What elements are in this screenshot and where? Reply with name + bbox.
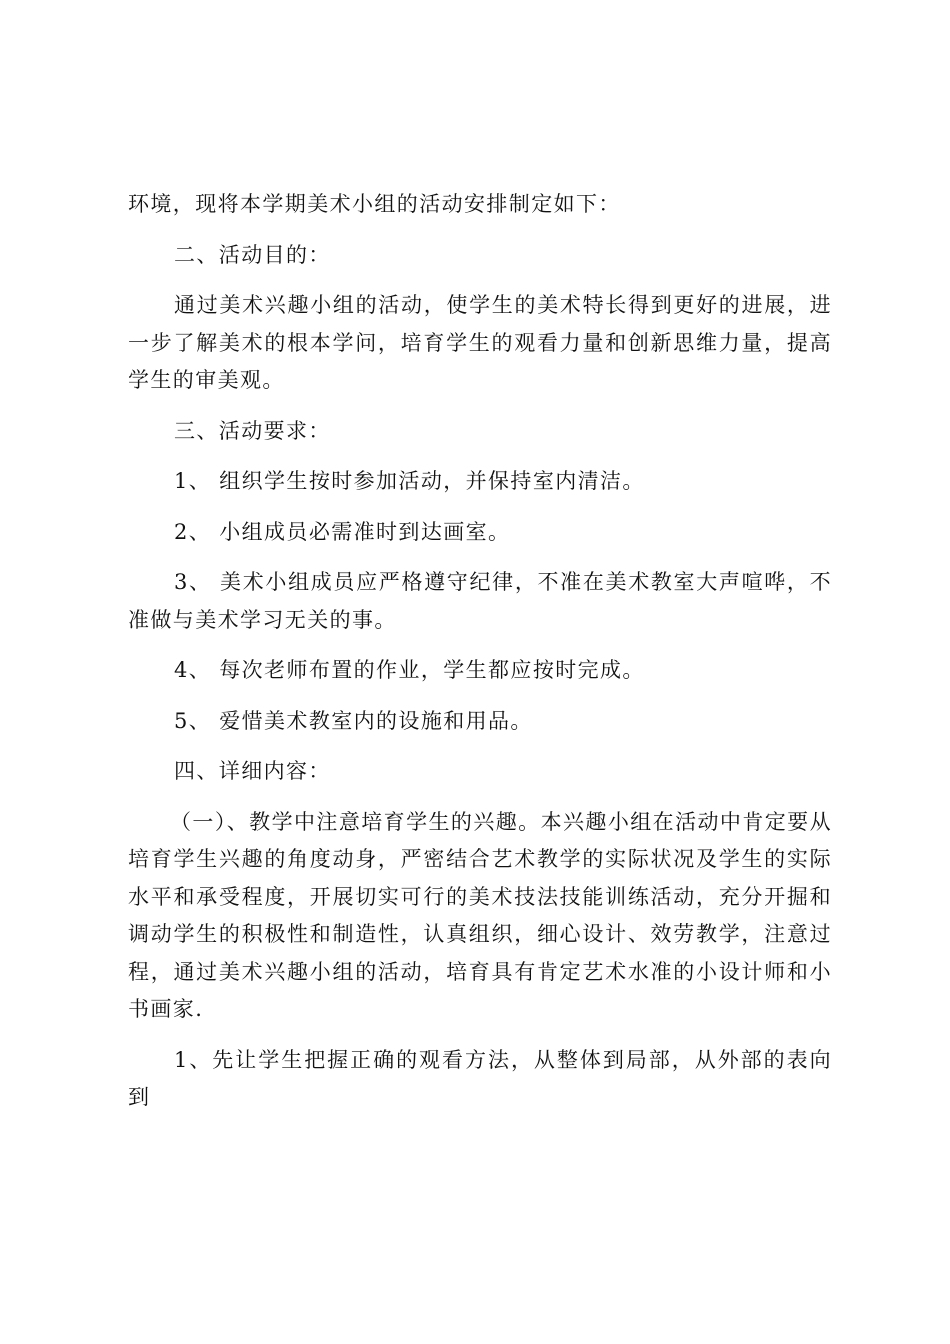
document-body xyxy=(128,186,832,1130)
paragraph-purpose: 通过美术兴趣小组的活动，使学生的美术特长得到更好的进展，进一步了解美术的根本学问，培育学生的观看力量和创新思维力量，提高学生的审美观。 xyxy=(128,293,832,392)
paragraph-intro: 环境，现将本学期美术小组的活动安排制定如下： xyxy=(128,192,621,216)
requirement-item-4: 4、 每次老师布置的作业，学生都应按时完成。 xyxy=(174,658,645,682)
heading-activity-purpose: 二、活动目的： xyxy=(174,242,331,267)
paragraph-content-1: （一）、教学中注意培育学生的兴趣。本兴趣小组在活动中肯定要从培育学生兴趣的角度动身，严密结合艺术教学的实际状况及学生的实际水平和承受程度，开展切实可行的美术技法技能训练活动，充分开掘和调动学生的积极性和制造性，认真组织，细心设计、效劳教学，注意过程，通过美术兴趣小组的活动，培育具有肯定艺术水准的小设计师和小书画家. xyxy=(128,809,832,1021)
requirement-item-3: 3、 美术小组成员应严格遵守纪律，不准在美术教室大声喧哗，不准做与美术学习无关的事。 xyxy=(128,570,832,632)
requirement-item-1: 1、 组织学生按时参加活动，并保持室内清洁。 xyxy=(174,469,645,493)
requirement-item-2: 2、 小组成员必需准时到达画室。 xyxy=(174,519,511,544)
heading-activity-requirements: 三、活动要求： xyxy=(174,418,331,443)
paragraph-content-item-1: 1、先让学生把握正确的观看方法，从整体到局部，从外部的表向到 xyxy=(128,1047,832,1109)
requirement-item-5: 5、 爱惜美术教室内的设施和用品。 xyxy=(174,708,533,733)
heading-detailed-content: 四、详细内容： xyxy=(174,759,331,783)
